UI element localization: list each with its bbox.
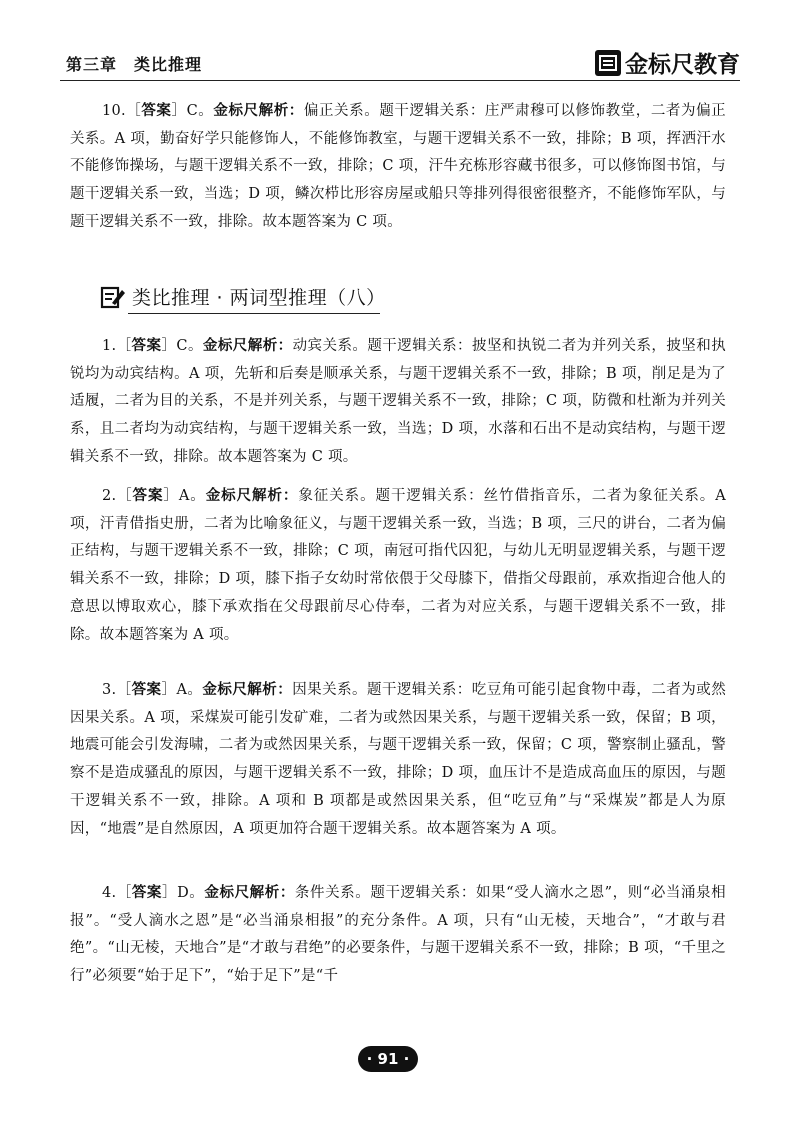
answer-choice: ］A。 — [161, 682, 203, 698]
header-rule — [60, 80, 740, 81]
analysis-text: 动宾关系。题干逻辑关系：披坚和执锐二者为并列关系，披坚和执锐均为动宾结构。A 项，先斩和后奏是顺承关系，与题干逻辑关系不一致，排除；B 项，削足是为了适履，二者为目的关系，不是并列关系，与题干逻辑关系不一致，排除；C 项，防微和杜渐为并列关系，且二者均为动宾结构，与题干逻辑关系一致，当选；D 项，水落和石出不是动宾结构，与题干逻辑关系不一致，排除。故本题答案为 C 项。 — [70, 338, 727, 465]
answer-choice: ］D。 — [162, 885, 205, 901]
answer-label: 答案 — [131, 885, 162, 901]
page-number: · 91 · — [358, 1046, 418, 1072]
edit-note-icon — [100, 284, 126, 310]
answer-paragraph-2 — [70, 483, 726, 649]
analysis-label: 金标尺解析： — [204, 885, 295, 901]
chapter-title: 第三章 类比推理 — [66, 55, 203, 74]
answer-label: 答案 — [132, 488, 164, 504]
analysis-label: 金标尺解析： — [202, 682, 293, 698]
page-header — [60, 46, 740, 82]
answer-paragraph-4 — [70, 880, 726, 991]
answer-number: 3.［ — [102, 682, 132, 698]
analysis-label: 金标尺解析： — [205, 488, 299, 504]
answer-paragraph-1 — [70, 333, 726, 472]
analysis-label: 金标尺解析： — [213, 103, 304, 119]
brand — [595, 46, 740, 79]
section-heading — [100, 279, 400, 315]
analysis-label: 金标尺解析： — [202, 338, 293, 354]
answer-choice: ］C。 — [171, 103, 214, 119]
analysis-text: 条件关系。题干逻辑关系：如果“受人滴水之恩”，则“必当涌泉相报”。“受人滴水之恩”是“必当涌泉相报”的充分条件。A 项，只有“山无棱，天地合”，“才敢与君绝”。“山无棱，天地合”是“才敢与君绝”的必要条件，与题干逻辑关系不一致，排除；B 项，“千里之行”必须要“始于足下”，“始于足下”是“千 — [70, 885, 726, 985]
brand-name: 金标尺教育 — [625, 52, 740, 78]
answer-paragraph-10 — [70, 98, 726, 237]
analysis-text: 因果关系。题干逻辑关系：吃豆角可能引起食物中毒，二者为或然因果关系。A 项，采煤炭可能引发矿难，二者为或然因果关系，与题干逻辑关系一致，保留；B 项，地震可能会引发海啸，二者为或然因果关系，与题干逻辑关系一致，保留；C 项，警察制止骚乱，警察不是造成骚乱的原因，与题干逻辑关系不一致，排除；D 项，血压计不是造成高血压的原因，与题干逻辑关系不一致，排除。A 项和 B 项都是或然因果关系，但“吃豆角”与“采煤炭”都是人为原因，“地震”是自然原因，A 项更加符合题干逻辑关系。故本题答案为 A 项。 — [70, 682, 727, 837]
answer-label: 答案 — [131, 682, 162, 698]
answer-number: 10.［ — [102, 103, 142, 119]
section-underline — [128, 313, 380, 314]
analysis-text: 象征关系。题干逻辑关系：丝竹借指音乐，二者为象征关系。A 项，汗青借指史册，二者为比喻象征义，与题干逻辑关系一致，当选；B 项，三尺的讲台，二者为偏正结构，与题干逻辑关系不一致，排除；C 项，南冠可指代囚犯，与幼儿无明显逻辑关系，与题干逻辑关系不一致，排除；D 项，膝下指子女幼时常依偎于父母膝下，借指父母跟前，承欢指迎合他人的意思以博取欢心，膝下承欢指在父母跟前尽心侍奉，二者为对应关系，与题干逻辑关系不一致，排除。故本题答案为 A 项。 — [70, 488, 726, 643]
answer-choice: ］A。 — [163, 488, 206, 504]
analysis-text: 偏正关系。题干逻辑关系：庄严肃穆可以修饰教堂，二者为偏正关系。A 项，勤奋好学只能修饰人，不能修饰教室，与题干逻辑关系不一致，排除；B 项，挥洒汗水不能修饰操场，与题干逻辑关系不一致，排除；C 项，汗牛充栋形容藏书很多，可以修饰图书馆，与题干逻辑关系一致，当选；D 项，鳞次栉比形容房屋或船只等排列得很密很整齐，不能修饰军队，与题干逻辑关系不一致，排除。故本题答案为 C 项。 — [70, 103, 726, 230]
answer-paragraph-3 — [70, 677, 726, 843]
answer-choice: ］C。 — [161, 338, 203, 354]
answer-number: 4.［ — [102, 885, 132, 901]
answer-number: 2.［ — [102, 488, 133, 504]
brand-logo-icon — [595, 50, 621, 76]
answer-label: 答案 — [131, 338, 162, 354]
section-title: 类比推理 · 两词型推理（八） — [132, 287, 386, 309]
answer-number: 1.［ — [102, 338, 132, 354]
answer-label: 答案 — [141, 103, 172, 119]
